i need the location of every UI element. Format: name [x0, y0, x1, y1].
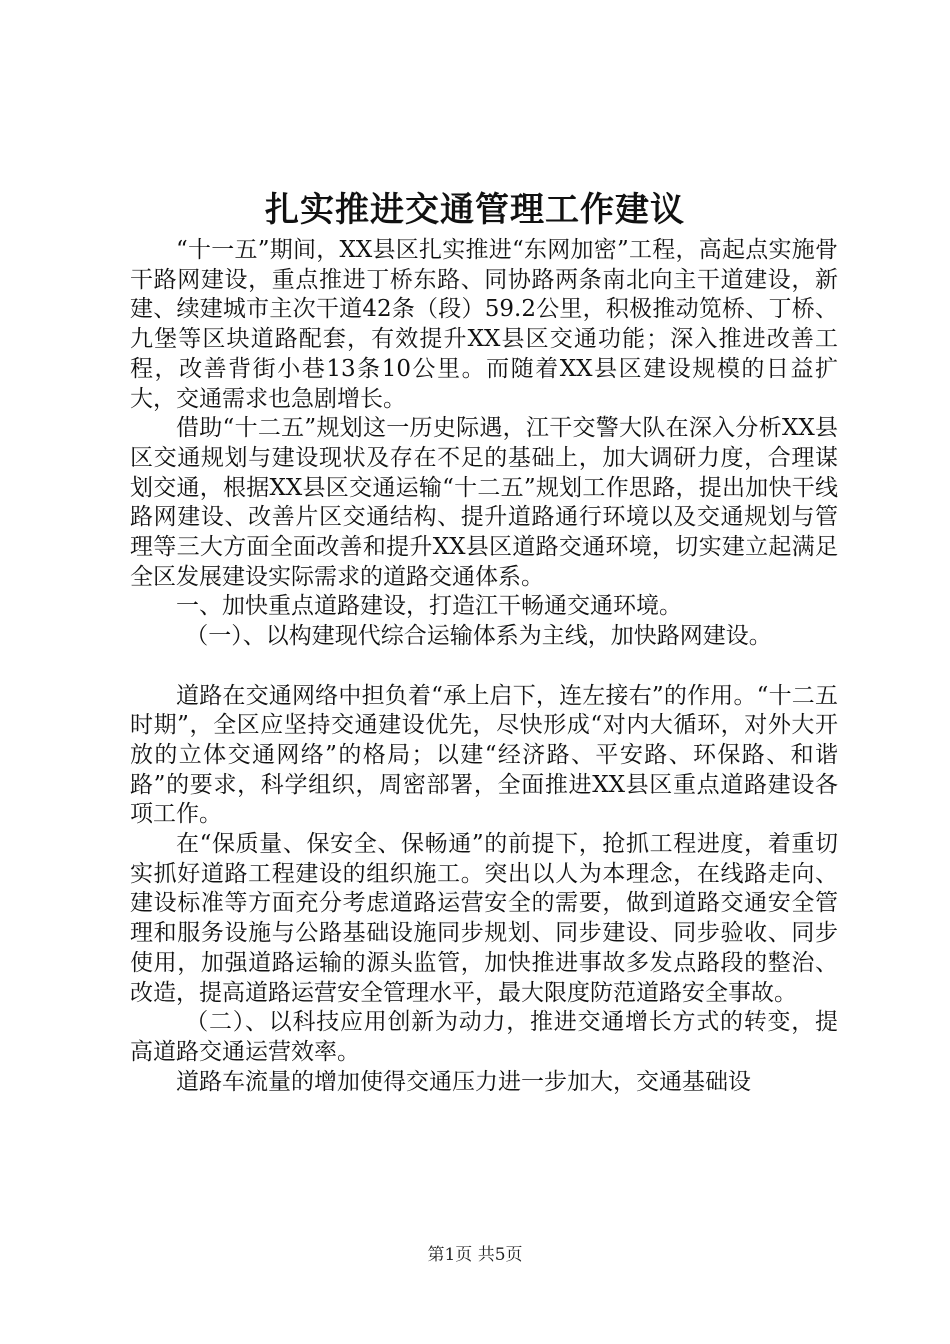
- document-title: 扎实推进交通管理工作建议: [265, 190, 685, 230]
- paragraph-intro: “十一五”期间，XX县区扎实推进“东网加密”工程，高起点实施骨干路网建设，重点推进丁桥东路、同协路两条南北向主干道建设，新建、续建城市主次干道42条（段）59.2公里，积极推动笕桥、丁桥、九堡等区块道路配套，有效提升XX县区交通功能；深入推进改善工程，改善背街小巷13条10公里。而随着XX县区建设规模的日益扩大，交通需求也急剧增长。: [130, 237, 838, 412]
- subsection-heading-2: （二）、以科技应用创新为动力，推进交通增长方式的转变，提高道路交通运营效率。: [130, 1009, 838, 1065]
- paragraph-planning: 借助“十二五”规划这一历史际遇，江干交警大队在深入分析XX县区交通规划与建设现状及存在不足的基础上，加大调研力度，合理谋划交通，根据XX县区交通运输“十二五”规划工作思路，提出加快干线路网建设、改善片区交通结构、提升道路通行环境以及交通规划与管理等三大方面全面改善和提升XX县区道路交通环境，切实建立起满足全区发展建设实际需求的道路交通体系。: [130, 415, 838, 590]
- page-number-footer: 第1页 共5页: [427, 1245, 523, 1265]
- subsection-heading-1: （一）、以构建现代综合运输体系为主线，加快路网建设。: [185, 623, 772, 650]
- document-body: [130, 236, 838, 1097]
- paragraph-road-role: 道路在交通网络中担负着“承上启下，连左接右”的作用。“十二五时期”，全区应坚持交通建设优先，尽快形成“对内大循环，对外大开放的立体交通网络”的格局；以建“经济路、平安路、环保路、和谐路”的要求，科学组织，周密部署，全面推进XX县区重点道路建设各项工作。: [130, 682, 838, 828]
- blank-line: [130, 652, 838, 682]
- paragraph-traffic-pressure: 道路车流量的增加使得交通压力进一步加大，交通基础设: [176, 1068, 751, 1095]
- section-heading-1: 一、加快重点道路建设，打造江干畅通交通环境。: [176, 593, 682, 620]
- paragraph-construction: 在“保质量、保安全、保畅通”的前提下，抢抓工程进度，着重切实抓好道路工程建设的组织施工。突出以人为本理念，在线路走向、建设标准等方面充分考虑道路运营安全的需要，做到道路交通安全管理和服务设施与公路基础设施同步规划、同步建设、同步验收、同步使用，加强道路运输的源头监管，加快推进事故多发点路段的整治、改造，提高道路运营安全管理水平，最大限度防范道路安全事故。: [130, 831, 838, 1006]
